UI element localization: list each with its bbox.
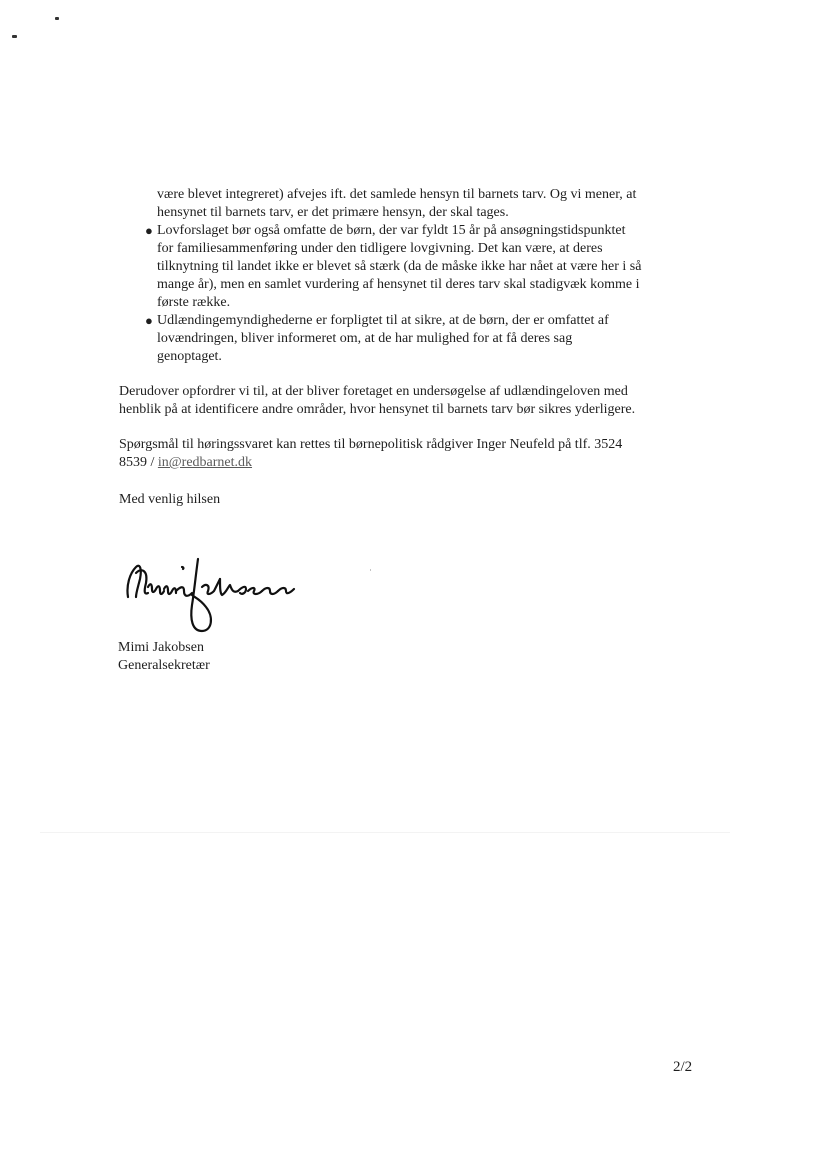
text-line: Spørgsmål til høringssvaret kan rettes til børnepolitisk rådgiver Inger Neufeld på tlf. 3524	[119, 437, 623, 452]
email-link[interactable]: in@redbarnet.dk	[157, 455, 253, 470]
bullet-item	[119, 222, 709, 312]
letter-body	[119, 186, 709, 509]
bullet-icon: ●	[145, 313, 153, 328]
scan-fold-line	[40, 832, 730, 833]
bullet-item	[119, 312, 709, 366]
text-line: mange år), men en samlet vurdering af hensynet til deres tarv skal stadigvæk komme i	[157, 277, 640, 292]
further-request-paragraph	[119, 383, 709, 419]
text-line: 8539 /	[119, 455, 158, 470]
text-line: genoptaget.	[157, 349, 222, 364]
text-line: første række.	[157, 295, 231, 310]
text-line: tilknytning til landet ikke er blevet så stærk (da de måske ikke har nået at være her i så	[157, 259, 642, 274]
bullet-list	[119, 222, 709, 366]
text-line: henblik på at identificere andre områder, hvor hensynet til barnets tarv bør sikres yderligere.	[119, 402, 636, 417]
previous-bullet-continuation	[157, 186, 709, 222]
text-line: hensynet til barnets tarv, er det primære hensyn, der skal tages.	[157, 205, 509, 220]
text-line: for familiesammenføring under den tidligere lovgivning. Det kan være, at deres	[157, 241, 603, 256]
signatory-name: Mimi Jakobsen	[118, 640, 204, 655]
text-line: Udlændingemyndighederne er forpligtet til at sikre, at de børn, der er omfattet af	[157, 313, 609, 328]
scan-speck	[370, 569, 371, 571]
questions-paragraph	[119, 436, 709, 472]
greeting: Med venlig hilsen	[119, 492, 221, 507]
text-line: Lovforslaget bør også omfatte de børn, der var fyldt 15 år på ansøgningstidspunktet	[157, 223, 626, 238]
signature-image	[122, 553, 302, 637]
text-line: Derudover opfordrer vi til, at der bliver foretaget en undersøgelse af udlændingeloven med	[119, 384, 628, 399]
signatory-block	[118, 639, 210, 675]
page-number: 2/2	[673, 1059, 693, 1075]
scan-speck	[55, 17, 59, 20]
bullet-icon: ●	[145, 223, 153, 238]
signatory-title: Generalsekretær	[118, 658, 210, 673]
text-line: lovændringen, bliver informeret om, at de har mulighed for at få deres sag	[157, 331, 573, 346]
text-line: være blevet integreret) afvejes ift. det samlede hensyn til barnets tarv. Og vi mener, at	[157, 187, 637, 202]
scan-speck	[12, 35, 17, 38]
